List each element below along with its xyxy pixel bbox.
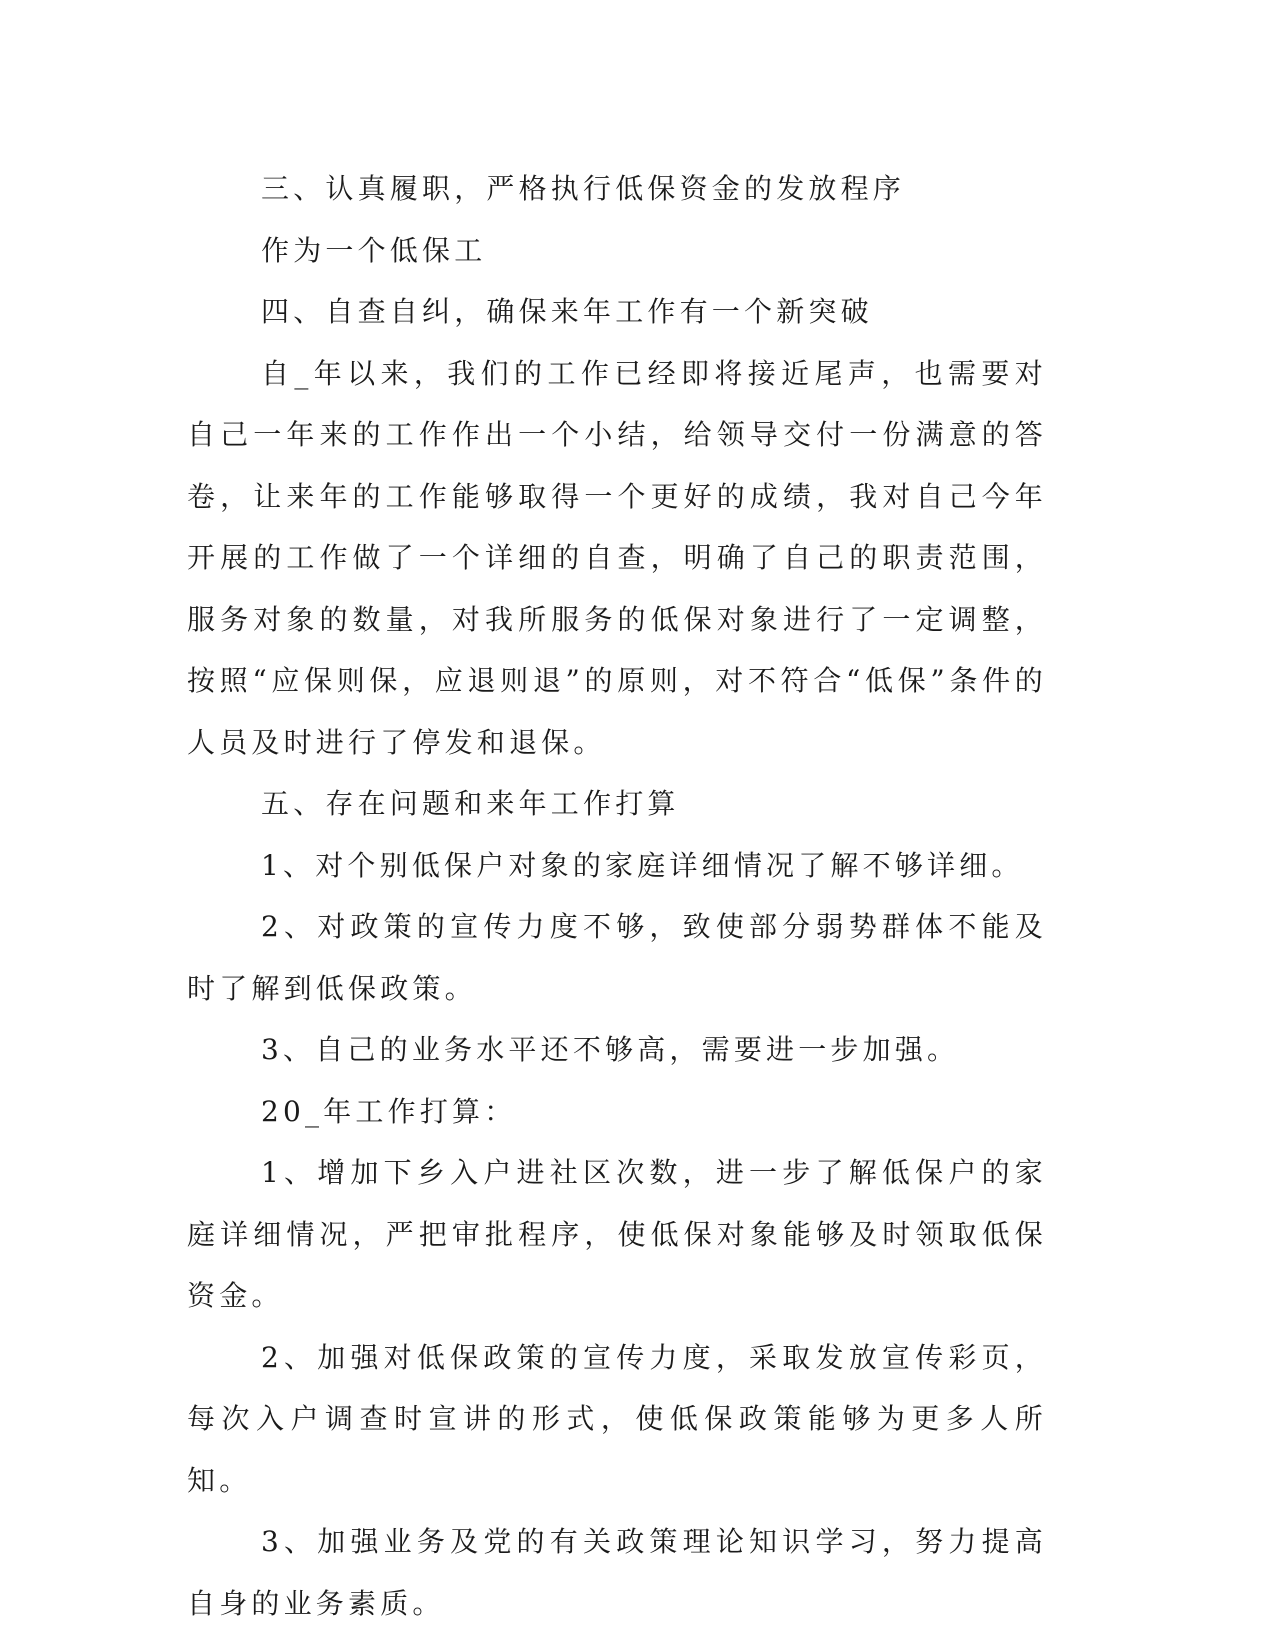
plan-heading: 20_年工作打算： — [261, 1094, 517, 1128]
list-item: 3、加强业务及党的有关政策理论知识学习，努力提高自身的业务素质。 — [187, 1525, 1047, 1620]
list-item: 2、对政策的宣传力度不够，致使部分弱势群体不能及时了解到低保政策。 — [187, 910, 1047, 1005]
list-item: 1、对个别低保户对象的家庭详细情况了解不够详细。 — [261, 848, 1024, 882]
paragraph: 作为一个低保工 — [261, 233, 487, 267]
section-heading-5: 五、存在问题和来年工作打算 — [261, 787, 680, 820]
list-item: 1、增加下乡入户进社区次数，进一步了解低保户的家庭详细情况，严把审批程序，使低保对象能够及时领取低保资金。 — [187, 1156, 1047, 1312]
document-body — [187, 158, 1047, 1634]
list-item: 2、加强对低保政策的宣传力度，采取发放宣传彩页，每次入户调查时宣讲的形式，使低保政策能够为更多人所知。 — [187, 1340, 1047, 1497]
list-item: 3、自己的业务水平还不够高，需要进一步加强。 — [261, 1033, 960, 1066]
section-heading-4: 四、自查自纠，确保来年工作有一个新突破 — [261, 295, 873, 328]
paragraph: 自_年以来，我们的工作已经即将接近尾声，也需要对自己一年来的工作作出一个小结，给领导交付一份满意的答卷，让来年的工作能够取得一个更好的成绩，我对自己今年开展的工作做了一个详细的自查，明确了自己的职责范围，服务对象的数量，对我所服务的低保对象进行了一定调整，按照“应保则保，应退则退”的原则，对不符合“低保”条件的人员及时进行了停发和退保。 — [187, 356, 1047, 759]
section-heading-3: 三、认真履职，严格执行低保资金的发放程序 — [261, 172, 906, 205]
